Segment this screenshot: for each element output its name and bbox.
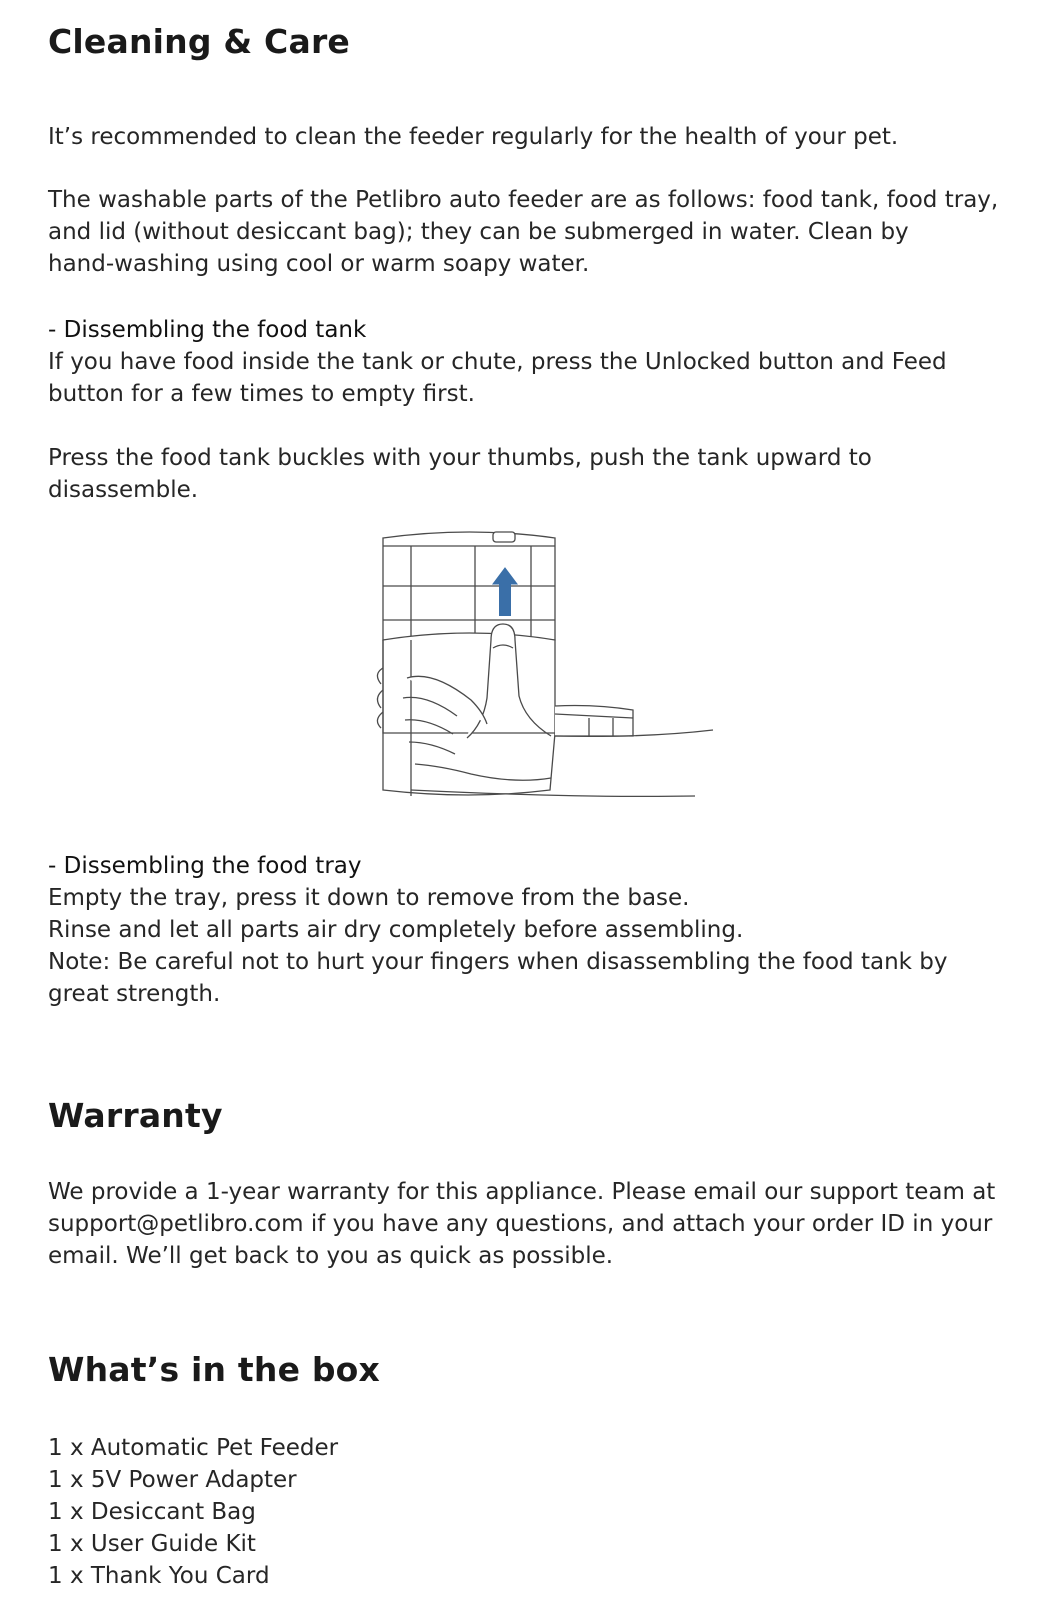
tray-subheading: - Dissembling the food tray <box>48 853 362 879</box>
tray-section <box>48 850 1028 1010</box>
warranty-paragraph <box>48 1176 1028 1272</box>
tank-line: If you have food inside the tank or chute, press the Unlocked button and Feed <box>48 349 947 375</box>
cleaning-intro-line: It’s recommended to clean the feeder regularly for the health of your pet. <box>48 124 899 150</box>
washable-line: and lid (without desiccant bag); they can be submerged in water. Clean by <box>48 219 909 245</box>
tank-press-paragraph <box>48 442 1028 506</box>
list-item: 1 x Thank You Card <box>48 1563 270 1589</box>
tank-section <box>48 314 1028 410</box>
tank-line: button for a few times to empty first. <box>48 381 475 407</box>
warranty-line: We provide a 1-year warranty for this appliance. Please email our support team at <box>48 1179 996 1205</box>
washable-parts-paragraph <box>48 184 1028 280</box>
washable-line: hand-washing using cool or warm soapy water. <box>48 251 590 277</box>
washable-line: The washable parts of the Petlibro auto feeder are as follows: food tank, food tray, <box>48 187 999 213</box>
feeder-tank-removal-illustration <box>375 528 740 828</box>
tray-line: Note: Be careful not to hurt your fingers when disassembling the food tank by <box>48 949 948 975</box>
list-item: 1 x Desiccant Bag <box>48 1499 256 1525</box>
warranty-heading: Warranty <box>48 1096 223 1135</box>
tray-line: Empty the tray, press it down to remove from the base. <box>48 885 690 911</box>
list-item: 1 x User Guide Kit <box>48 1531 256 1557</box>
tray-line: great strength. <box>48 981 221 1007</box>
box-heading: What’s in the box <box>48 1350 381 1389</box>
box-contents-list <box>48 1432 338 1592</box>
list-item: 1 x Automatic Pet Feeder <box>48 1435 339 1461</box>
warranty-line: support@petlibro.com if you have any questions, and attach your order ID in your <box>48 1211 993 1237</box>
list-item: 1 x 5V Power Adapter <box>48 1467 297 1493</box>
warranty-line: email. We’ll get back to you as quick as possible. <box>48 1243 614 1269</box>
tank-press-line: Press the food tank buckles with your thumbs, push the tank upward to <box>48 445 872 471</box>
tank-press-line: disassemble. <box>48 477 199 503</box>
cleaning-intro <box>48 121 1028 153</box>
tray-line: Rinse and let all parts air dry completely before assembling. <box>48 917 744 943</box>
tank-subheading: - Dissembling the food tank <box>48 317 367 343</box>
cleaning-heading: Cleaning & Care <box>48 22 350 61</box>
